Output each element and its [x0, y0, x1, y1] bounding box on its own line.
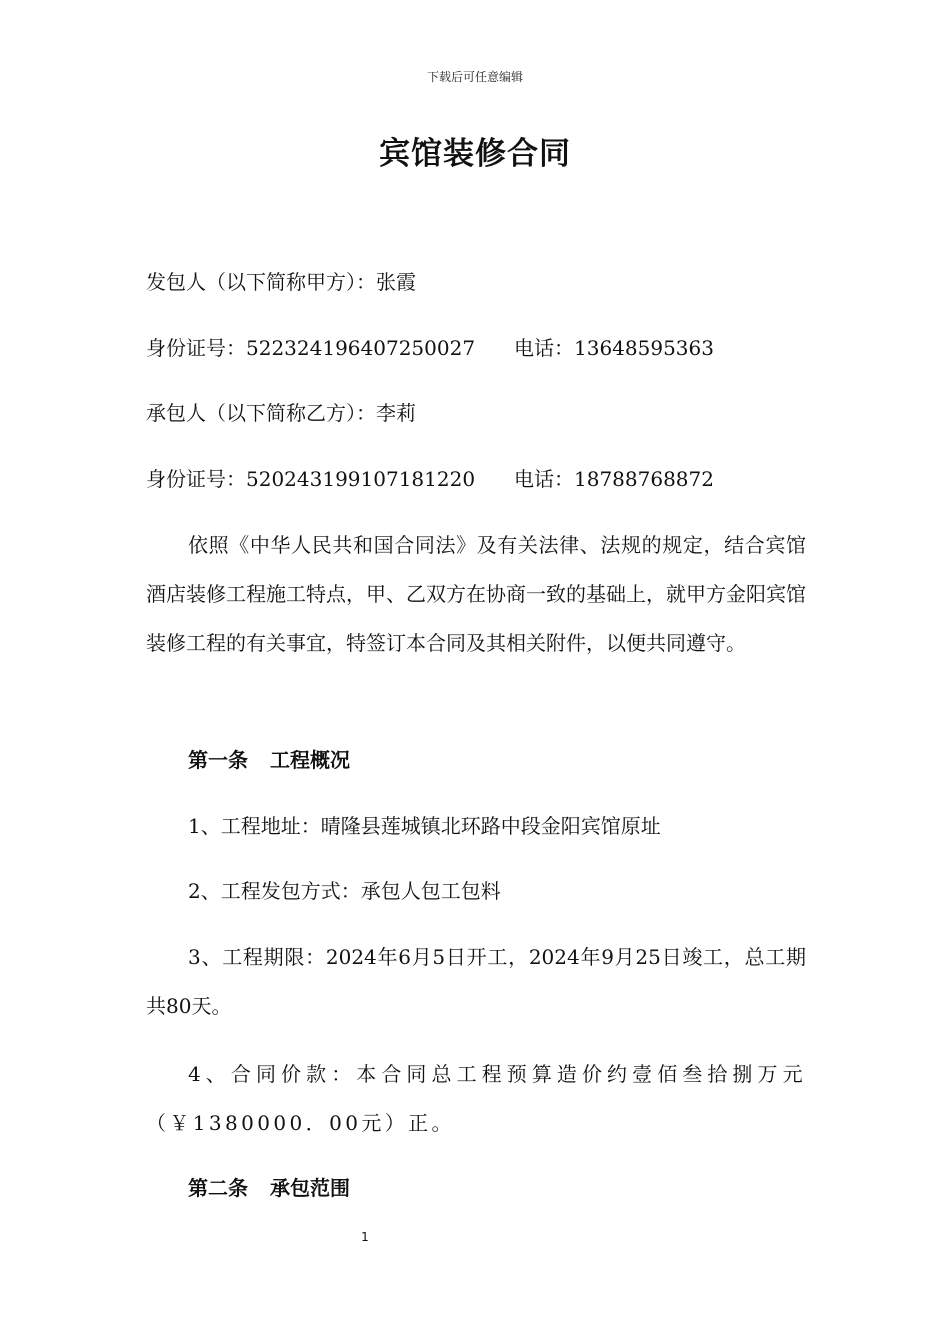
party-a-id-line: [146, 336, 714, 360]
article-1-heading: [188, 748, 350, 772]
party-b-id-line: [146, 467, 714, 491]
article-2-heading: [188, 1176, 350, 1200]
preamble-paragraph: 依照《中华人民共和国合同法》及有关法律、法规的规定，结合宾馆酒店装修工程施工特点，甲、乙双方在协商一致的基础上，就甲方金阳宾馆装修工程的有关事宜，特签订本合同及其相关附件，以便共同遵守。: [146, 533, 806, 655]
article-1-item-1: 1、工程地址：晴隆县莲城镇北环路中段金阳宾馆原址: [188, 814, 661, 838]
document-title: 宾馆装修合同: [379, 136, 571, 172]
article-1-item-3: 3、工程期限：2024年6月5日开工，2024年9月25日竣工，总工期共80天。: [146, 945, 806, 1018]
party-a-line: 发包人（以下简称甲方）：张霞: [146, 270, 416, 294]
article-1-number: 第一条: [188, 748, 248, 772]
article-2-number: 第二条: [188, 1176, 248, 1200]
party-a-phone: 电话：13648595363: [514, 336, 714, 360]
party-b-id: 身份证号：520243199107181220: [146, 467, 476, 491]
party-b-phone: 电话：18788768872: [514, 467, 714, 491]
article-1-title: 工程概况: [270, 748, 350, 772]
party-a-id: 身份证号：522324196407250027: [146, 336, 476, 360]
party-b-line: 承包人（以下简称乙方）：李莉: [146, 401, 416, 425]
article-2-title: 承包范围: [270, 1176, 350, 1200]
page-header: 下载后可任意编辑: [426, 70, 523, 84]
article-1-item-2: 2、工程发包方式：承包人包工包料: [188, 879, 501, 903]
page-number: 1: [361, 1230, 369, 1244]
article-1-item-4: 4、合同价款：本合同总工程预算造价约壹佰叁拾捌万元（￥1380000．00元）正。: [146, 1062, 806, 1135]
